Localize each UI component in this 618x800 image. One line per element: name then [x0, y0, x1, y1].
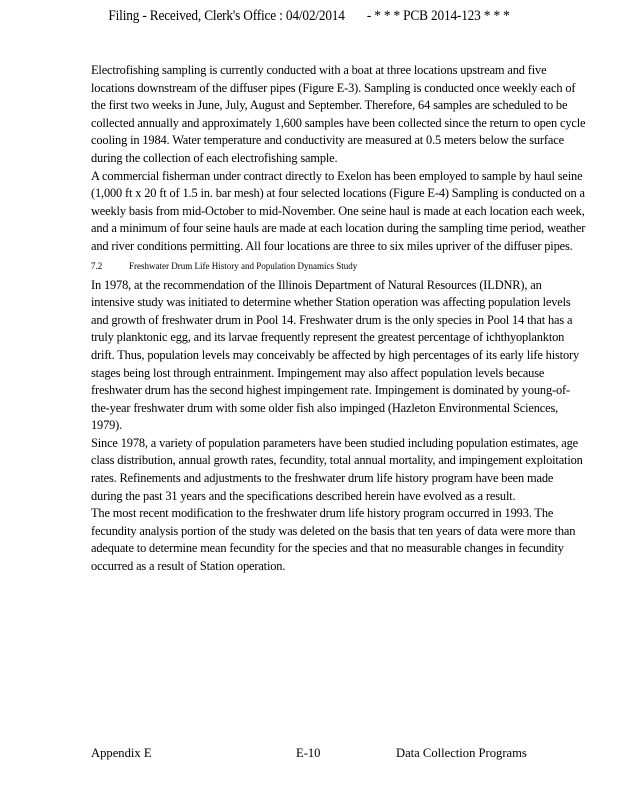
paragraph-drum-study: In 1978, at the recommendation of the Illinois Department of Natural Resources (ILDNR), an intensive study was initiated to determine whether Station operation was affecting population levels and growth of freshwater drum in Pool 14. Freshwater drum is the only species in Pool 14 that has a truly planktonic egg, and its larvae frequently represent the greatest percentage of ichthyoplankton drift. Thus, population levels may conceivably be affected by high percentages of its early life history stages being lost through entrainment. Impingement may also affect population levels because freshwater drum has the second highest impingement rate. Impingement is dominated by young-of-the-year freshwater drum with some older fish also impinged (Hazleton Environmental Sciences, 1979).	[91, 277, 580, 433]
case-number: - * * * PCB 2014-123 * * *	[366, 8, 510, 24]
section-heading	[91, 260, 586, 273]
paragraph-population-parameters: Since 1978, a variety of population parameters have been studied including population estimates, age class distribution, annual growth rates, fecundity, total annual mortality, and impingement exploitation rates. Refinements and adjustments to the freshwater drum life history program have been made during the past 31 years and the specifications described herein have evolved as a result.	[91, 435, 583, 503]
document-body	[91, 62, 586, 576]
footer-page-number: E-10	[296, 746, 321, 760]
section-number: 7.2	[91, 260, 103, 271]
page-footer	[91, 746, 551, 764]
paragraph-seine-sampling: A commercial fisherman under contract directly to Exelon has been employed to sample by haul seine (1,000 ft x 20 ft of 1.5 in. bar mesh) at four selected locations (Figure E-4) Sampling is conducted on a weekly basis from mid-October to mid-November. One seine haul is made at each location each week, and a minimum of four seine hauls are made at each location during the sampling time period, weather and river conditions permitting. All four locations are three to six miles upriver of the diffuser pipes.	[91, 168, 586, 253]
filing-stamp: Filing - Received, Clerk's Office : 04/02/2014	[108, 8, 345, 24]
section-title: Freshwater Drum Life History and Population Dynamics Study	[129, 260, 358, 271]
footer-appendix: Appendix E	[91, 746, 152, 760]
paragraph-electrofishing: Electrofishing sampling is currently conducted with a boat at three locations upstream and five locations downstream of the diffuser pipes (Figure E-3). Sampling is conducted once weekly each of the first two weeks in June, July, August and September. Therefore, 64 samples are scheduled to be collected annually and approximately 1,600 samples have been collected since the return to open cycle cooling in 1984. Water temperature and conductivity are measured at 0.5 meters below the surface during the collection of each electrofishing sample.	[91, 63, 586, 165]
footer-section-name: Data Collection Programs	[396, 746, 527, 760]
filing-header	[25, 8, 594, 25]
paragraph-recent-modification: The most recent modification to the freshwater drum life history program occurred in 1993. The fecundity analysis portion of the study was deleted on the basis that ten years of data were more than adequate to determine mean fecundity for the species and that no measurable changes in fecundity occurred as a result of Station operation.	[91, 506, 576, 574]
